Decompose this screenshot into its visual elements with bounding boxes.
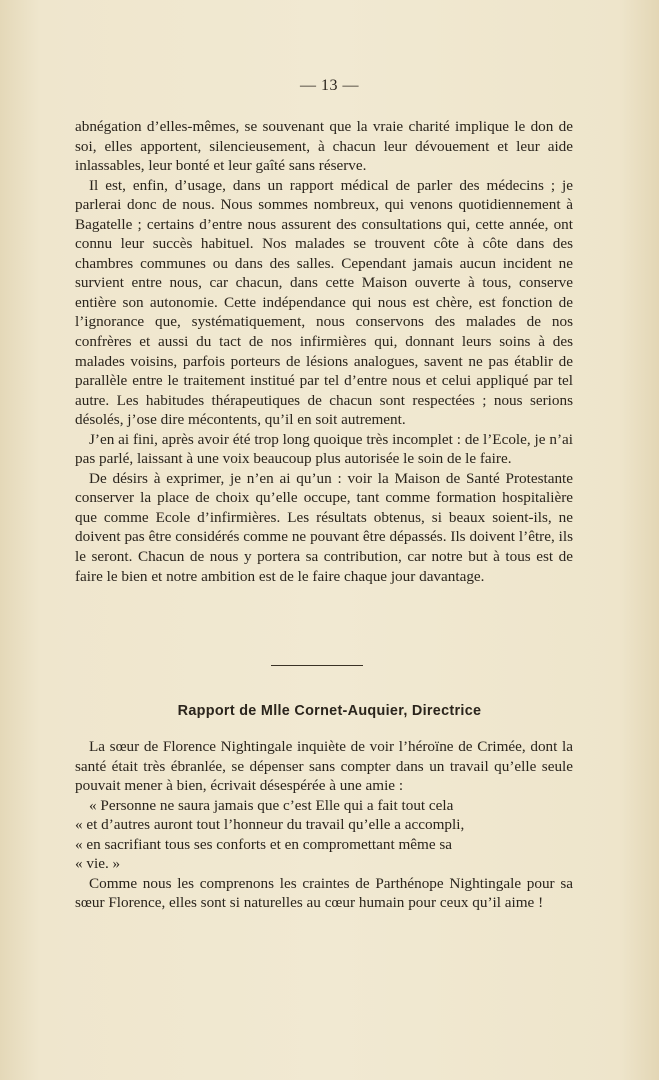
paragraph: De désirs à exprimer, je n’en ai qu’un : voir la Maison de Santé Protestante conserver la place de choix qu’elle occupe, tant comme formation hospitalière que comme Ecole d’infirmières. Les résultats obtenus, si beaux soient-ils, ne doivent pas être considérés comme ne pouvant être dépassés. Ils doivent l’être, ils le seront. Chacun de nous y portera sa contribution, car notre but à tous est de faire le bien et notre ambition est de le faire chaque jour davantage. bbox=[75, 469, 573, 585]
director-report bbox=[75, 737, 573, 913]
quote-line: « et d’autres auront tout l’honneur du travail qu’elle a accompli, bbox=[75, 816, 465, 834]
medical-report-continuation bbox=[75, 117, 573, 586]
paragraph: J’en ai fini, après avoir été trop long quoique très incomplet : de l’Ecole, je n’ai pas parlé, laissant à une voix beaucoup plus autorisée le soin de le faire. bbox=[75, 430, 573, 468]
paragraph: Comme nous les comprenons les craintes de Parthénope Nightingale pour sa sœur Florence, elles sont si naturelles au cœur humain pour ceux qu’il aime ! bbox=[75, 874, 573, 912]
section-divider bbox=[271, 665, 363, 666]
page-number: — 13 — bbox=[300, 77, 359, 94]
quote-line: « en sacrifiant tous ses conforts et en compromettant même sa bbox=[75, 835, 453, 853]
quote-line: « Personne ne saura jamais que c’est Elle qui a fait tout cela bbox=[89, 796, 454, 814]
paragraph: abnégation d’elles-mêmes, se souvenant que la vraie charité implique le don de soi, elles apportent, silencieusement, à chacun leur dévouement et leur aide inlassables, leur bonté et leur gaîté sans réserve. bbox=[75, 118, 573, 175]
section-heading: Rapport de Mlle Cornet-Auquier, Directrice bbox=[177, 703, 482, 719]
quote-line: « vie. » bbox=[75, 855, 121, 873]
quotation bbox=[75, 796, 573, 874]
paragraph: Il est, enfin, d’usage, dans un rapport médical de parler des médecins ; je parlerai donc de nous. Nous sommes nombreux, qui venons quotidiennement à Bagatelle ; certains d’entre nous assurent des consultations qui, cette année, ont connu leur succès habituel. Nos malades se trouvent côte à côte dans des chambres communes ou dans des salles. Cependant jamais aucun incident ne survient entre nous, car chacun, dans cette Maison ouverte à tous, conserve entière son autonomie. Cette indépendance qui nous est chère, est fonction de l’ignorance que, systématiquement, nous conservons des malades de nos confrères et aussi du tact de nos infirmières qui, donnant leurs soins à des malades voisins, parfois porteurs de lésions analogues, savent ne pas établir de parallèle entre le traitement institué par tel d’entre nous et celui appliqué par tel autre. Les habitudes thérapeutiques de chacun sont respectées ; nous serions désolés, j’ose dire mécontents, qu’il en soit autrement. bbox=[75, 176, 573, 429]
paragraph: La sœur de Florence Nightingale inquiète de voir l’héroïne de Crimée, dont la santé était très ébranlée, se dépenser sans compter dans un travail qu’elle seule pouvait mener à bien, écrivait désespérée à une amie : bbox=[75, 738, 573, 795]
